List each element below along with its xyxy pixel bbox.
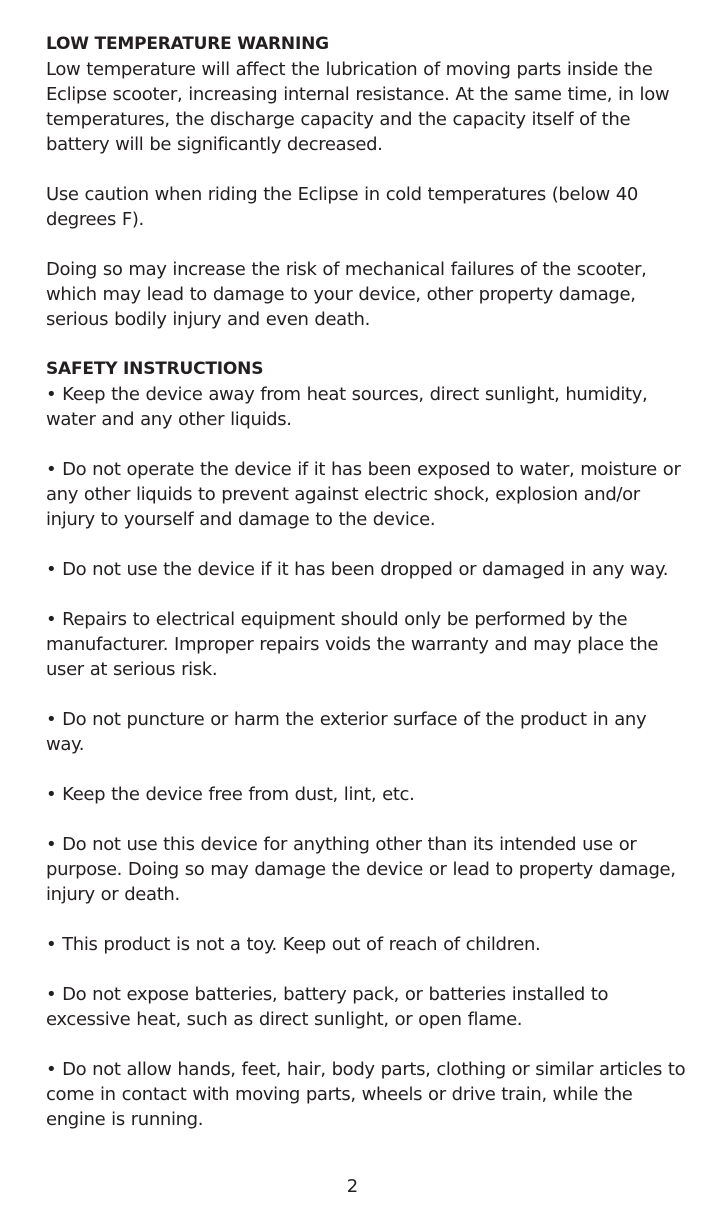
list-item [46, 1057, 686, 1132]
bullet-icon [46, 834, 62, 855]
bullet-icon [46, 559, 62, 580]
list-item [46, 457, 686, 532]
bullet-icon [46, 1059, 62, 1080]
paragraph: Low temperature will affect the lubrication of moving parts inside the Eclipse scooter, increasing internal resistance. At the same time, in low temperatures, the discharge capacity and the capacity itself of the battery will be significantly decreased. [46, 59, 670, 155]
list-item [46, 982, 686, 1032]
paragraph: Doing so may increase the risk of mechanical failures of the scooter, which may lead to damage to your device, other property damage, serious bodily injury and even death. [46, 259, 647, 330]
bullet-icon [46, 459, 62, 480]
list-item [46, 557, 686, 582]
list-item-text: Do not use the device if it has been dropped or damaged in any way. [62, 559, 669, 580]
bullet-icon [46, 984, 62, 1005]
bullet-icon [46, 784, 62, 805]
bullet-icon [46, 709, 62, 730]
list-item [46, 607, 686, 682]
list-item-text: Do not allow hands, feet, hair, body parts, clothing or similar articles to come in contact with moving parts, wheels or drive train, while the engine is running. [46, 1059, 686, 1130]
list-item [46, 932, 686, 957]
paragraph: Use caution when riding the Eclipse in cold temperatures (below 40 degrees F). [46, 184, 638, 230]
list-item-text: Do not puncture or harm the exterior surface of the product in any way. [46, 709, 647, 755]
list-item [46, 782, 686, 807]
list-item-text: Keep the device away from heat sources, direct sunlight, humidity, water and any other liquids. [46, 384, 648, 430]
list-item-text: Do not expose batteries, battery pack, or batteries installed to excessive heat, such as direct sunlight, or open flame. [46, 984, 609, 1030]
section-safety-instructions [46, 357, 686, 1132]
list-item [46, 707, 686, 757]
bullet-icon [46, 609, 62, 630]
manual-page [46, 32, 686, 1132]
section-low-temperature-warning [46, 32, 686, 332]
bullet-icon [46, 384, 62, 405]
list-item-text: Keep the device free from dust, lint, etc. [62, 784, 415, 805]
section-heading: SAFETY INSTRUCTIONS [46, 359, 264, 379]
list-item [46, 382, 686, 432]
list-item-text: This product is not a toy. Keep out of reach of children. [62, 934, 541, 955]
list-item-text: Repairs to electrical equipment should only be performed by the manufacturer. Improper repairs voids the warranty and may place the user at serious risk. [46, 609, 659, 680]
bullet-icon [46, 934, 62, 955]
section-heading: LOW TEMPERATURE WARNING [46, 34, 329, 54]
list-item-text: Do not use this device for anything other than its intended use or purpose. Doing so may damage the device or lead to property damage, injury or death. [46, 834, 676, 905]
bullet-list [46, 382, 686, 1132]
list-item-text: Do not operate the device if it has been exposed to water, moisture or any other liquids to prevent against electric shock, explosion and/or injury to yourself and damage to the device. [46, 459, 681, 530]
page-number: 2 [346, 1176, 359, 1197]
list-item [46, 832, 686, 907]
